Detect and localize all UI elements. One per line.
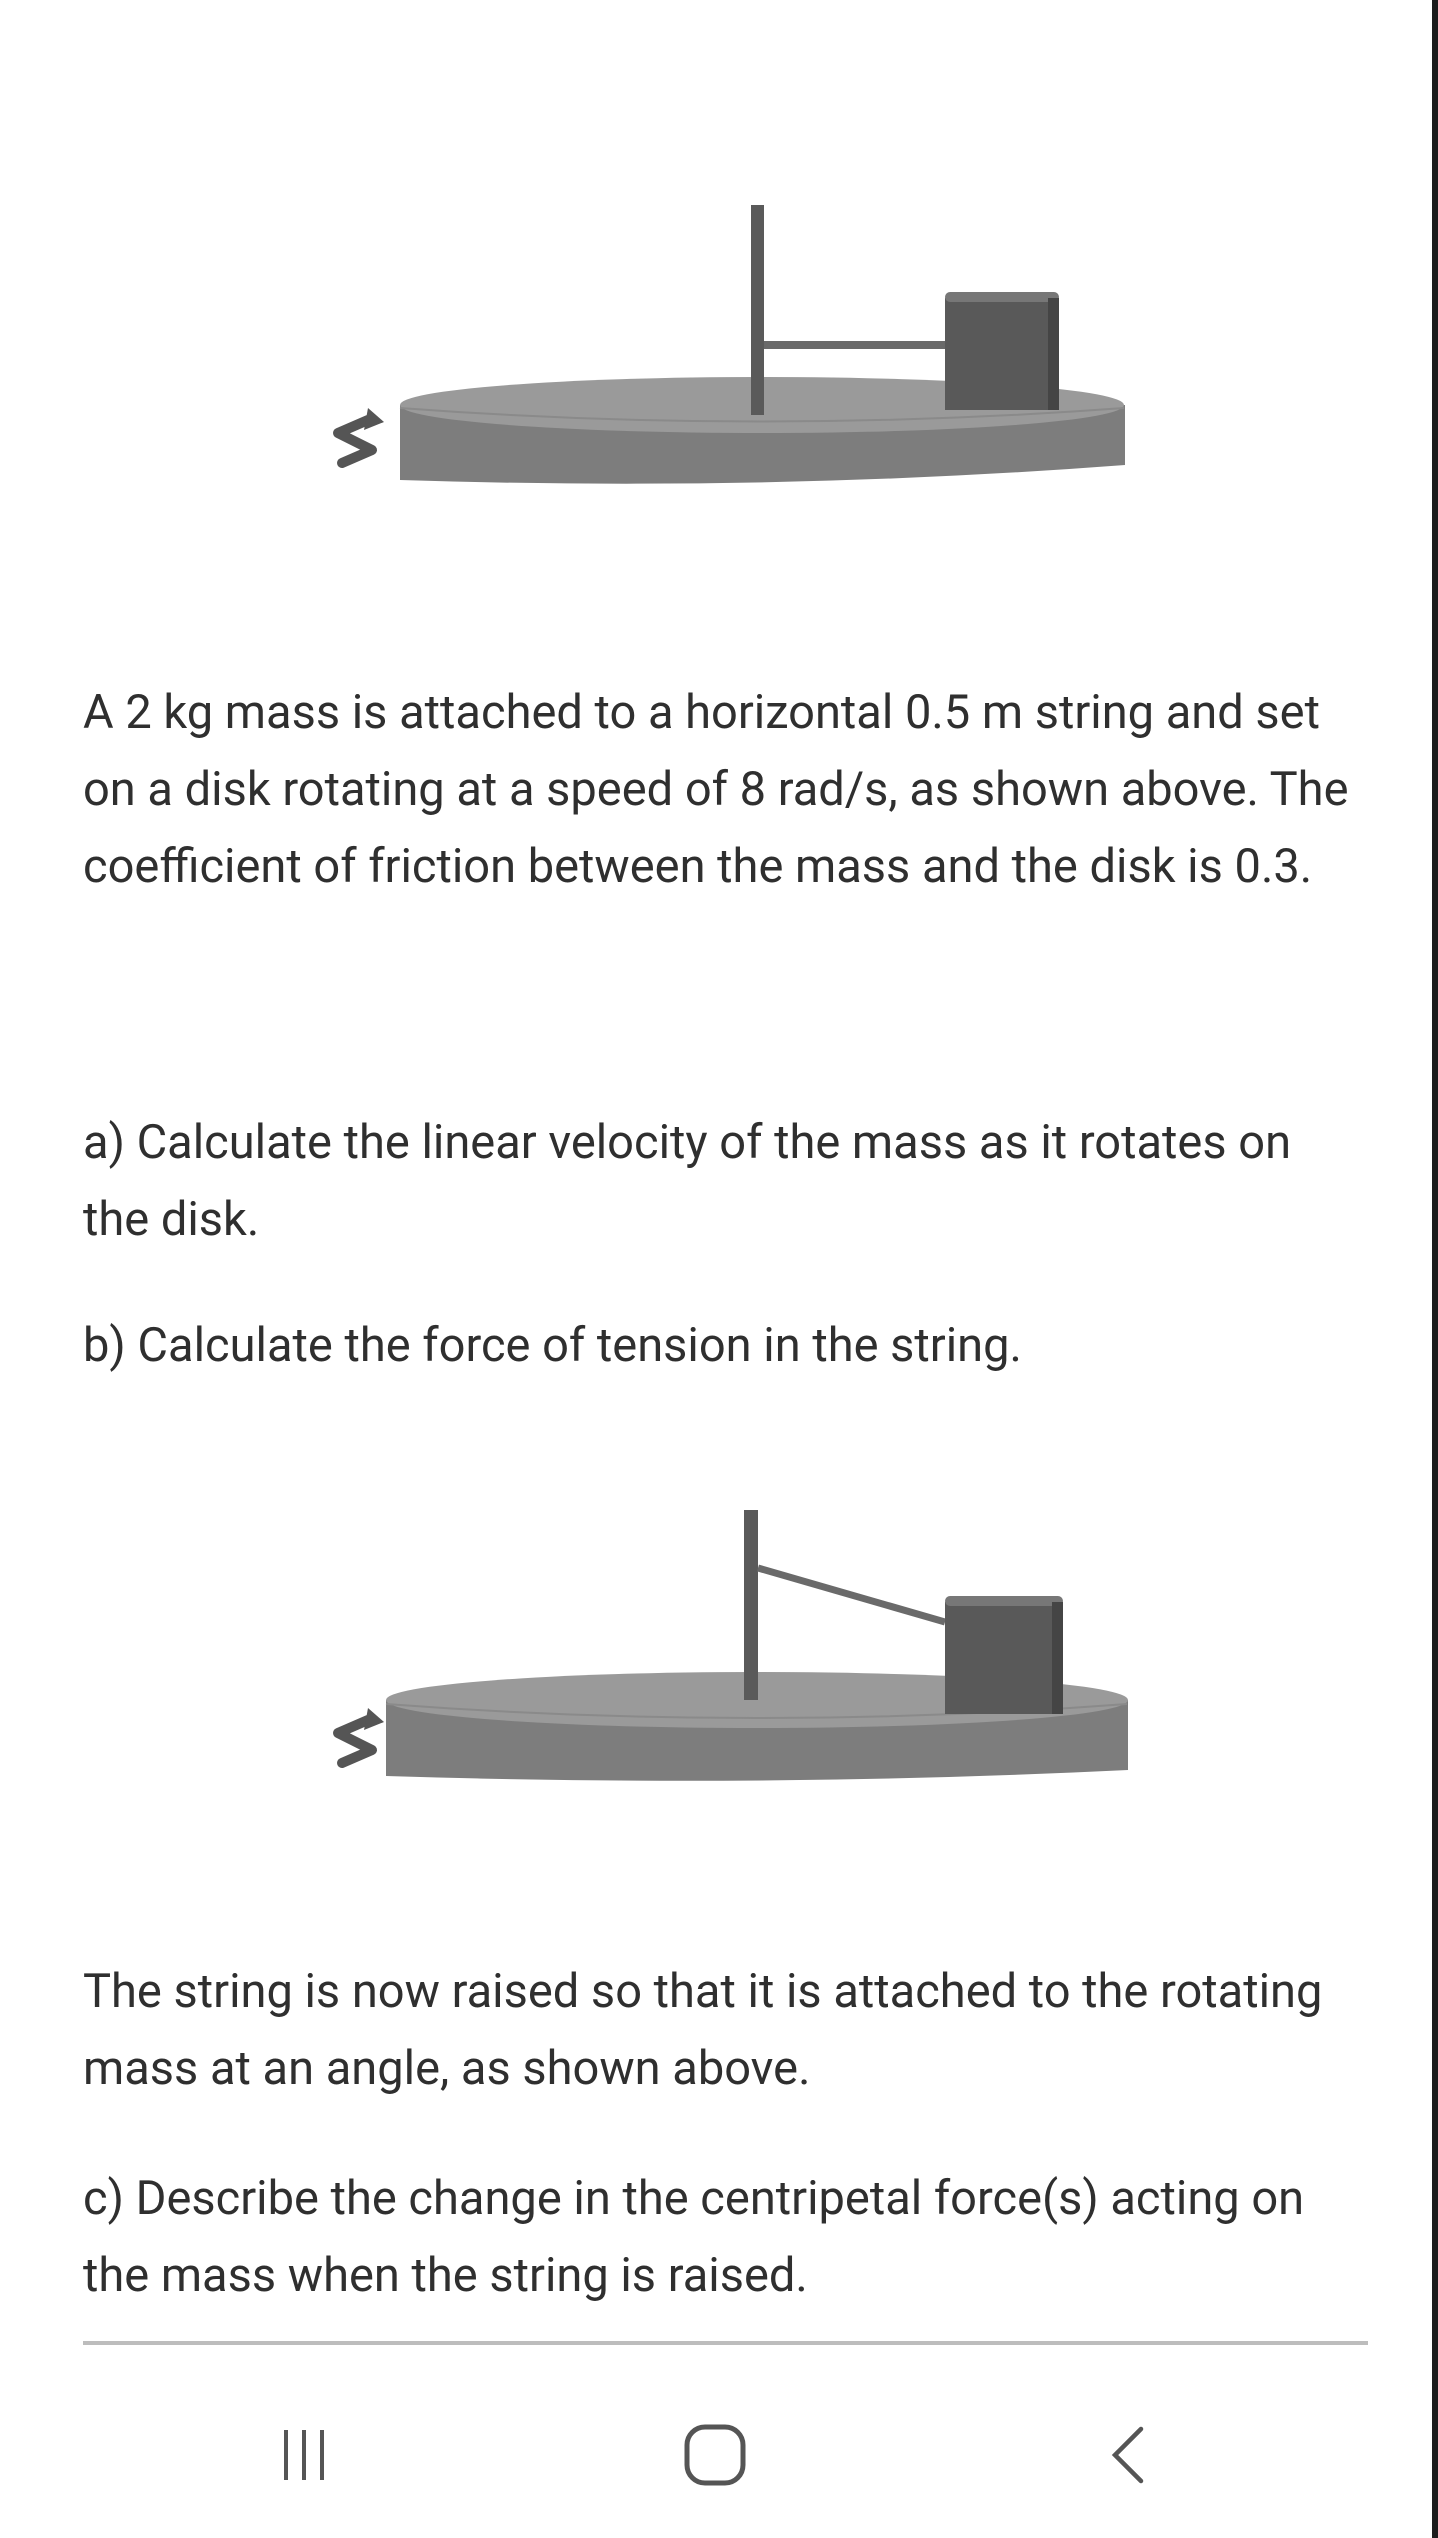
recent-apps-button[interactable] xyxy=(254,2405,354,2505)
raised-string-text xyxy=(83,1953,1363,2107)
disk-diagram-2 xyxy=(0,1480,1438,1820)
question-b-text: b) Calculate the force of tension in the string. xyxy=(83,1318,1022,1373)
figure-angled-string xyxy=(0,1480,1438,1820)
raised-paragraph: The string is now raised so that it is attached to the rotating mass at an angle, as shown above. xyxy=(83,1964,1323,2096)
disk-diagram-1 xyxy=(0,180,1438,520)
rotation-arrow-icon xyxy=(338,1708,384,1763)
question-a xyxy=(83,1104,1363,1258)
question-a-text: a) Calculate the linear velocity of the mass as it rotates on the disk. xyxy=(83,1115,1292,1247)
recent-apps-icon xyxy=(282,2430,326,2480)
question-c-text: c) Describe the change in the centripetal force(s) acting on the mass when the string is raised. xyxy=(83,2171,1305,2303)
mass-block xyxy=(945,292,1059,410)
back-button[interactable] xyxy=(1077,2405,1177,2505)
center-post xyxy=(751,205,764,415)
system-navigation-bar xyxy=(0,2345,1432,2538)
rotation-arrow-icon xyxy=(338,408,384,463)
home-icon xyxy=(683,2423,747,2487)
home-button[interactable] xyxy=(665,2405,765,2505)
question-b xyxy=(83,1307,1363,1384)
angled-string xyxy=(758,1568,945,1622)
center-post xyxy=(744,1510,758,1700)
horizontal-string xyxy=(764,341,945,349)
mass-block xyxy=(945,1596,1063,1714)
figure-horizontal-string xyxy=(0,180,1438,520)
intro-paragraph: A 2 kg mass is attached to a horizontal 0.5 m string and set on a disk rotating at a speed of 8 rad/s, as shown above. The coefficient of friction between the mass and the disk is 0.3. xyxy=(83,685,1349,894)
question-c xyxy=(83,2160,1363,2314)
problem-intro-text xyxy=(83,674,1363,905)
back-icon xyxy=(1109,2425,1145,2485)
